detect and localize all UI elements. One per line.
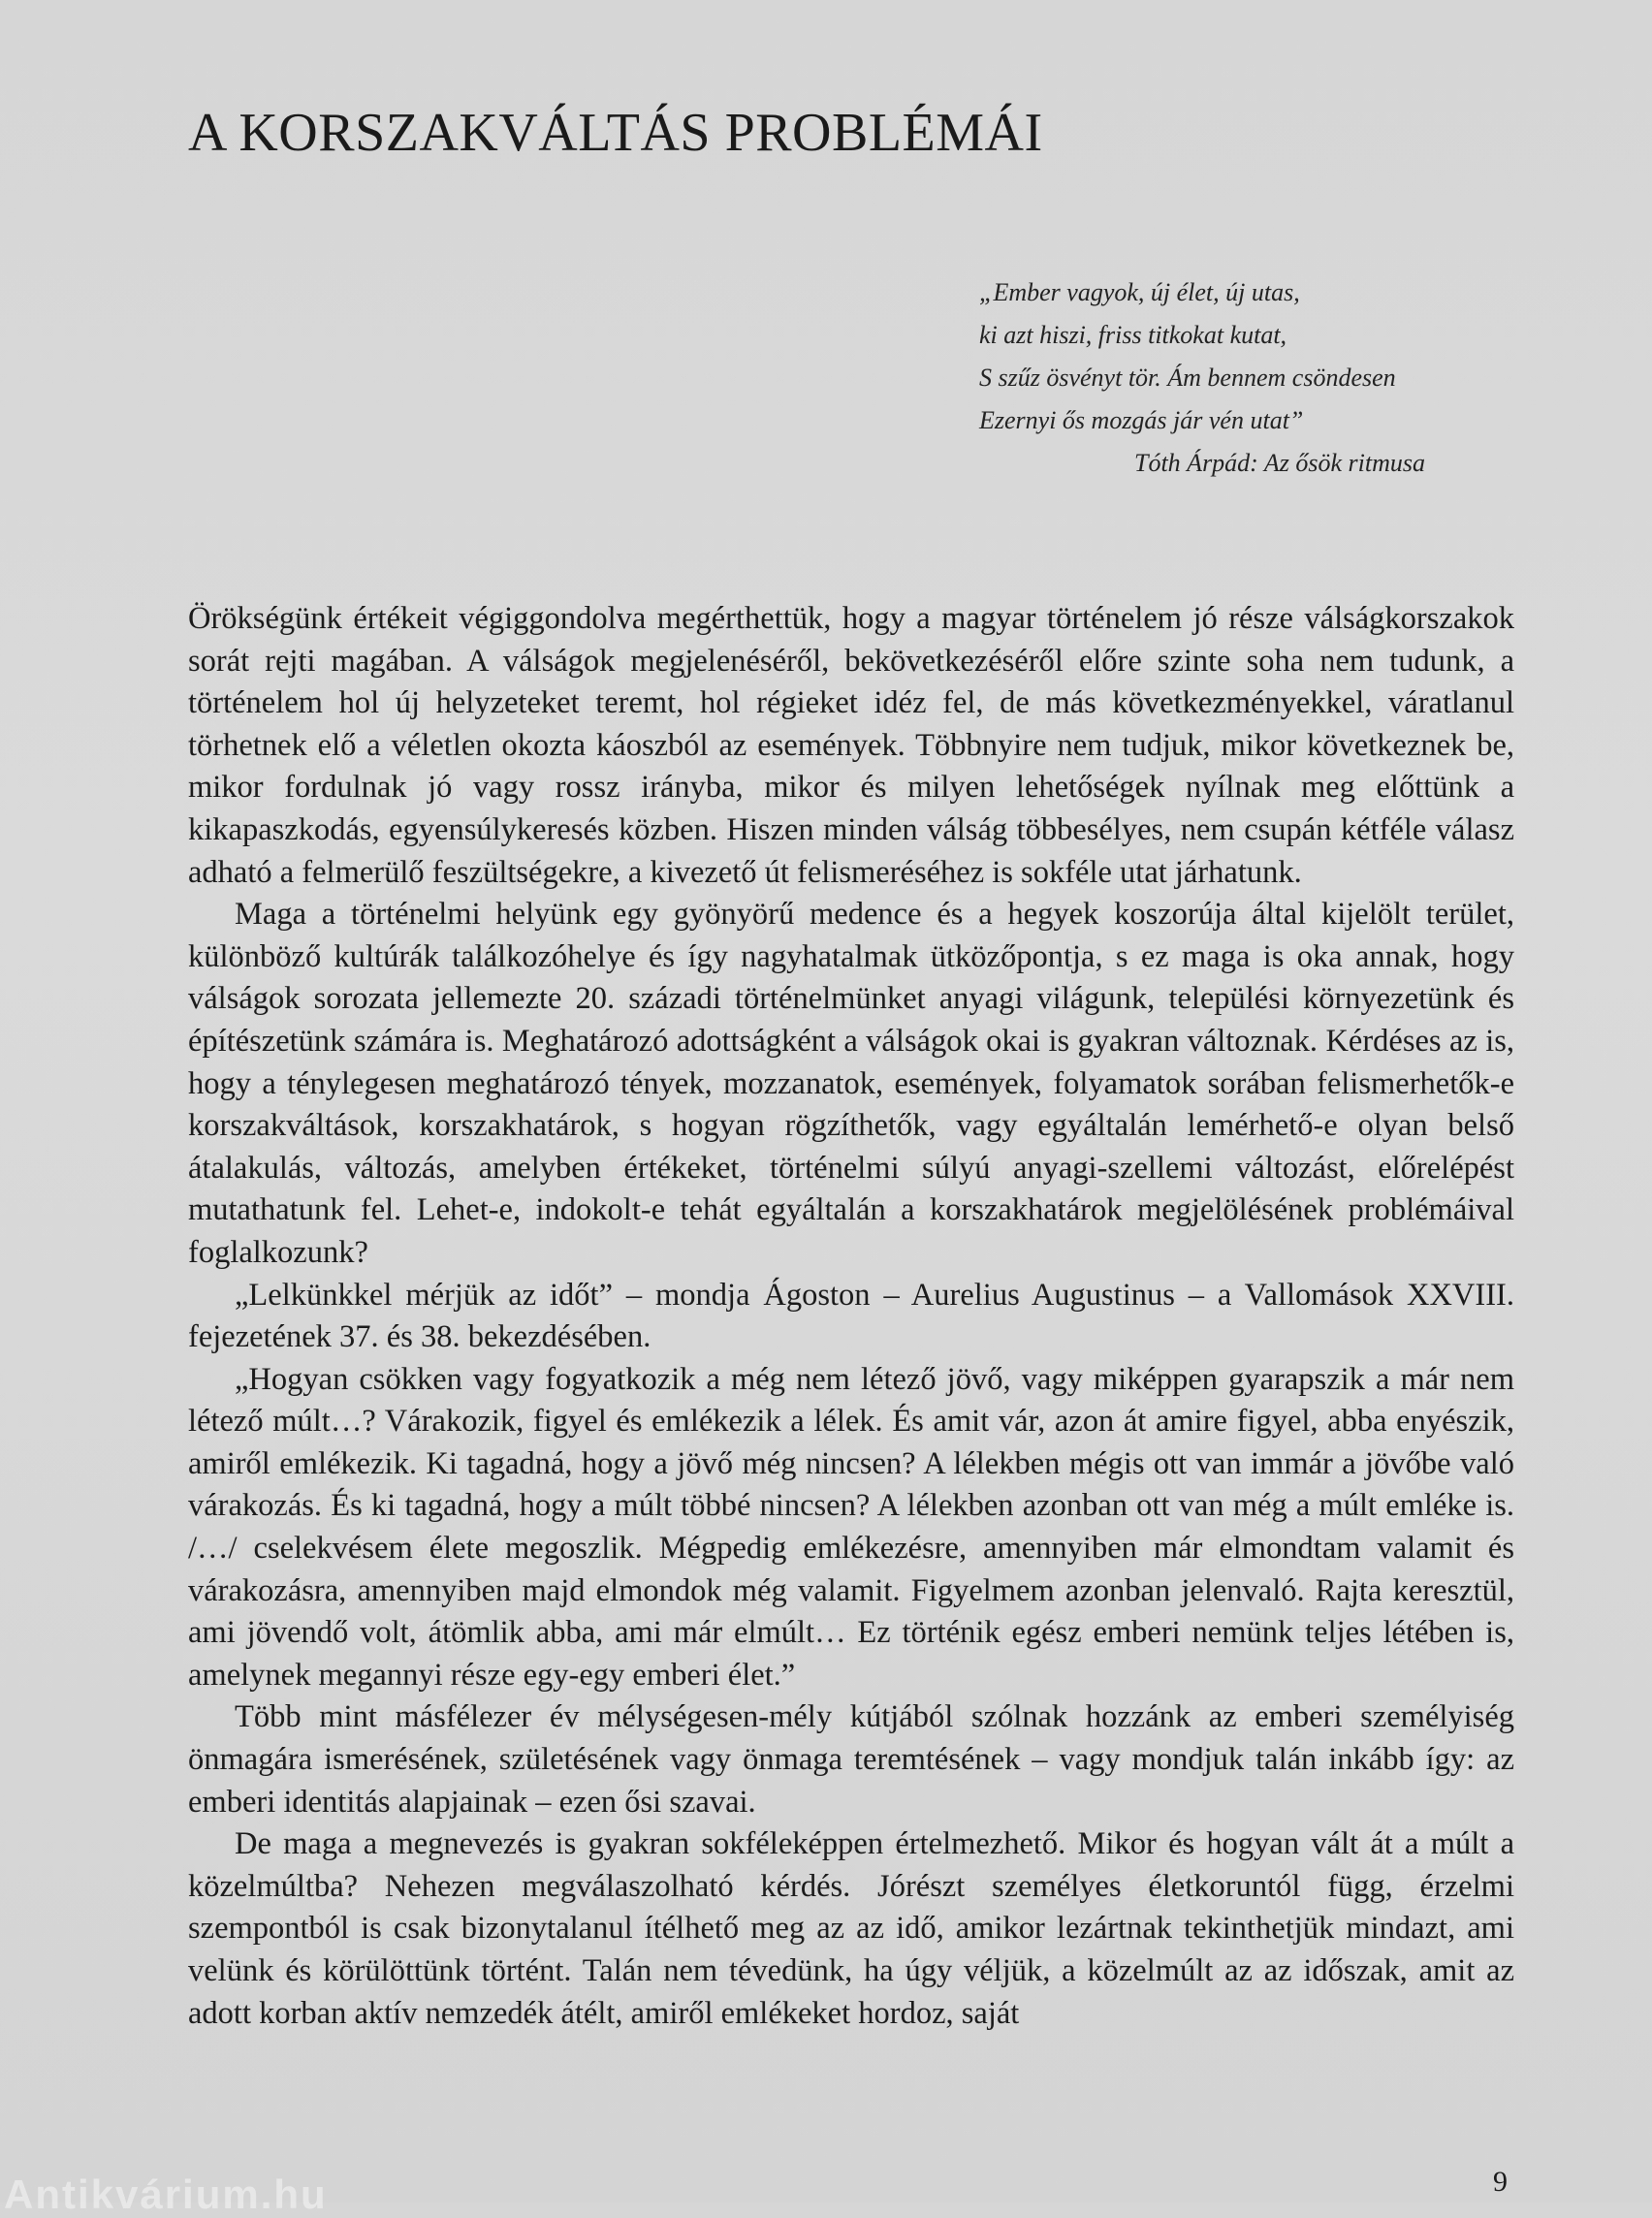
epigraph-attribution: Tóth Árpád: Az ősök ritmusa	[1134, 449, 1425, 477]
body-text	[188, 598, 1514, 2035]
epigraph-line: ki azt hiszi, friss titkokat kutat,	[979, 321, 1287, 349]
page-number: 9	[1493, 2166, 1508, 2198]
paragraph: „Lelkünkkel mérjük az időt” – mondja Ágoston – Aurelius Augustinus – a Vallomások XXVIII. fejezetének 37. és 38. bekezdésében.	[188, 1277, 1514, 1355]
watermark: Antikvárium.hu	[4, 2171, 328, 2217]
chapter-title: A KORSZAKVÁLTÁS PROBLÉMÁI	[188, 103, 1043, 163]
paragraph: Több mint másfélezer év mélységesen-mély kútjából szólnak hozzánk az emberi személyiség önmagára ismerésének, születésének vagy önmaga teremtésének – vagy mondjuk talán inkább így: az emberi identitás alapjainak – ezen ősi szavai.	[188, 1699, 1514, 1820]
paragraph: De maga a megnevezés is gyakran sokféleképpen értelmezhető. Mikor és hogyan vált át a múlt a közelmúltba? Nehezen megválaszolható kérdés. Jórészt személyes életkoruntól függ, érzelmi szempontból is csak bizonytalanul ítélhető meg az az idő, amikor lezártnak tekinthetjük mindazt, ami velünk és körülöttünk történt. Talán nem tévedünk, ha úgy véljük, a közelmúlt az az időszak, amit az adott korban aktív nemzedék átélt, amiről emlékeket hordoz, saját	[188, 1826, 1514, 2031]
paragraph: Maga a történelmi helyünk egy gyönyörű medence és a hegyek koszorúja által kijelölt terület, különböző kultúrák találkozóhelye és így nagyhatalmak ütközőpontja, s ez maga is oka annak, hogy válságok sorozata jellemezte 20. századi történelmünket anyagi világunk, települési környezetünk és építészetünk számára is. Meghatározó adottságként a válságok okai is gyakran változnak. Kérdéses az is, hogy a ténylegesen meghatározó tények, mozzanatok, események, folyamatok sorában felismerhetők-e korszakváltások, korszakhatárok, s hogyan rögzíthetők, vagy egyáltalán lemérhető-e olyan belső átalakulás, változás, amelyben értékeket, történelmi súlyú anyagi-szellemi változást, előrelépést mutathatunk fel. Lehet-e, indokolt-e tehát egyáltalán a korszakhatárok megjelölésének problémáival foglalkozunk?	[188, 897, 1514, 1270]
epigraph	[979, 271, 1425, 485]
epigraph-line: Ezernyi ős mozgás jár vén utat”	[979, 406, 1304, 434]
paragraph: Örökségünk értékeit végiggondolva megérthettük, hogy a magyar történelem jó része válságkorszakok sorát rejti magában. A válságok megjelenéséről, bekövetkezéséről előre szinte soha nem tudunk, a történelem hol új helyzeteket teremt, hol régieket idéz fel, de más következményekkel, váratlanul törhetnek elő a véletlen okozta káoszból az események. Többnyire nem tudjuk, mikor következnek be, mikor fordulnak jó vagy rossz irányba, mikor és milyen lehetőségek nyílnak meg előttünk a kikapaszkodás, egyensúlykeresés közben. Hiszen minden válság többesélyes, nem csupán kétféle válasz adható a felmerülő feszültségekre, a kivezető út felismeréséhez is sokféle utat járhatunk.	[188, 601, 1514, 890]
epigraph-line: „Ember vagyok, új élet, új utas,	[979, 278, 1300, 306]
paragraph: „Hogyan csökken vagy fogyatkozik a még nem létező jövő, vagy miképpen gyarapszik a már nem létező múlt…? Várakozik, figyel és emlékezik a lélek. És amit vár, azon át amire figyel, abba enyészik, amiről emlékezik. Ki tagadná, hogy a jövő még nincsen? A lélekben mégis ott van immár a jövőbe való várakozás. És ki tagadná, hogy a múlt többé nincsen? A lélekben azonban ott van még a múlt emléke is. /…/ cselekvésem élete megoszlik. Mégpedig emlékezésre, amennyiben már elmondtam valamit és várakozásra, amennyiben majd elmondok még valamit. Figyelmem azonban jelenvaló. Rajta keresztül, ami jövendő volt, átömlik abba, ami már elmúlt… Ez történik egész emberi nemünk teljes létében is, amelynek megannyi része egy-egy emberi élet.”	[188, 1361, 1514, 1693]
epigraph-line: S szűz ösvényt tör. Ám bennem csöndesen	[979, 364, 1396, 392]
